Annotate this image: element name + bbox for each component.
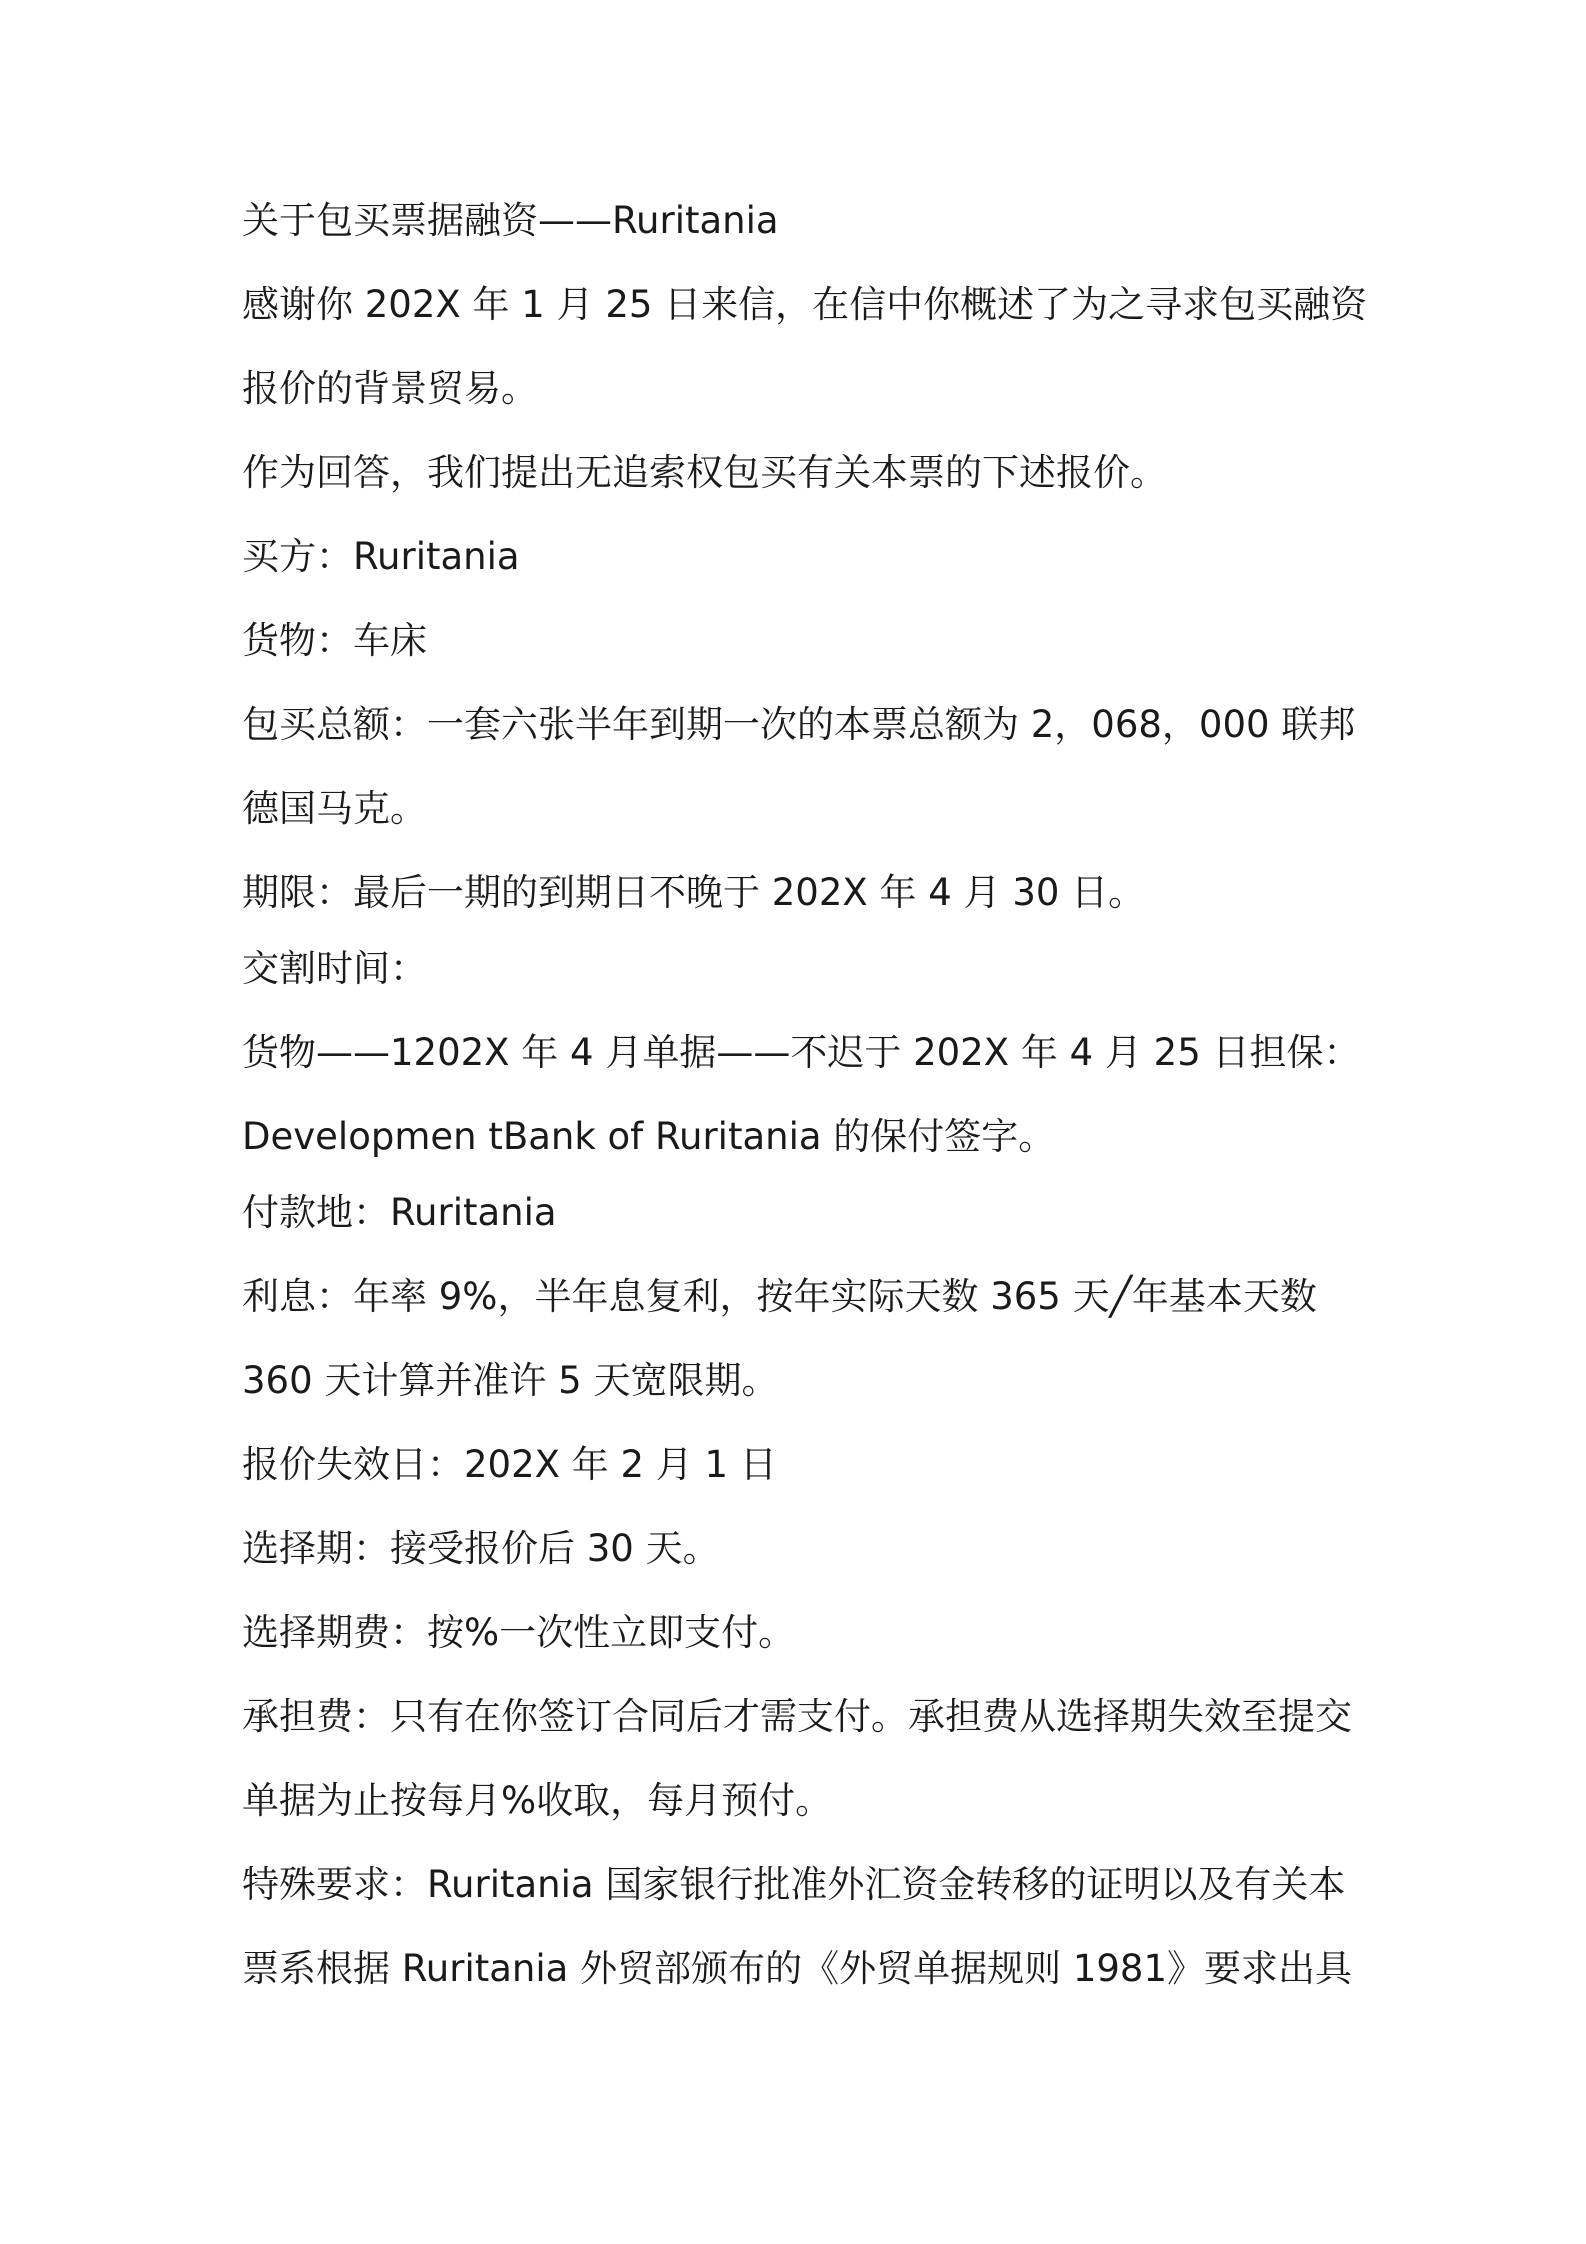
- text-line: 付款地：Ruritania: [242, 1191, 557, 1234]
- text-line: 单据为止按每月%收取，每月预付。: [242, 1779, 833, 1822]
- text-line: 货物——1202X 年 4 月单据——不迟于 202X 年 4 月 25 日担保：: [242, 1031, 1361, 1074]
- text-line: 360 天计算并准许 5 天宽限期。: [242, 1359, 779, 1402]
- text-line: 承担费：只有在你签订合同后才需支付。承担费从选择期失效至提交: [242, 1695, 1352, 1738]
- text-line: 交割时间：: [242, 947, 427, 990]
- text-line: 买方：Ruritania: [242, 535, 520, 578]
- text-line: 报价失效日：202X 年 2 月 1 日: [242, 1443, 777, 1486]
- text-line: 期限：最后一期的到期日不晚于 202X 年 4 月 30 日。: [242, 871, 1146, 914]
- text-line: 选择期费：按%一次性立即支付。: [242, 1611, 796, 1654]
- text-line: Developmen tBank of Ruritania 的保付签字。: [242, 1115, 1056, 1158]
- document-body: [242, 196, 1368, 1994]
- text-line: 票系根据 Ruritania 外贸部颁布的《外贸单据规则 1981》要求出具: [242, 1947, 1353, 1990]
- text-line: 货物：车床: [242, 619, 427, 662]
- text-line: 德国马克。: [242, 787, 427, 830]
- text-line: 选择期：接受报价后 30 天。: [242, 1527, 720, 1570]
- text-line: 特殊要求：Ruritania 国家银行批准外汇资金转移的证明以及有关本: [242, 1863, 1346, 1906]
- document-title: 关于包买票据融资——Ruritania: [242, 199, 779, 242]
- text-line: 报价的背景贸易。: [242, 367, 538, 410]
- text-line: 作为回答，我们提出无追索权包买有关本票的下述报价。: [242, 451, 1167, 494]
- text-line: 利息：年率 9%，半年息复利，按年实际天数 365 天╱年基本天数: [242, 1275, 1317, 1318]
- text-line: 感谢你 202X 年 1 月 25 日来信，在信中你概述了为之寻求包买融资: [242, 283, 1368, 326]
- text-line: 包买总额：一套六张半年到期一次的本票总额为 2，068，000 联邦: [242, 703, 1356, 746]
